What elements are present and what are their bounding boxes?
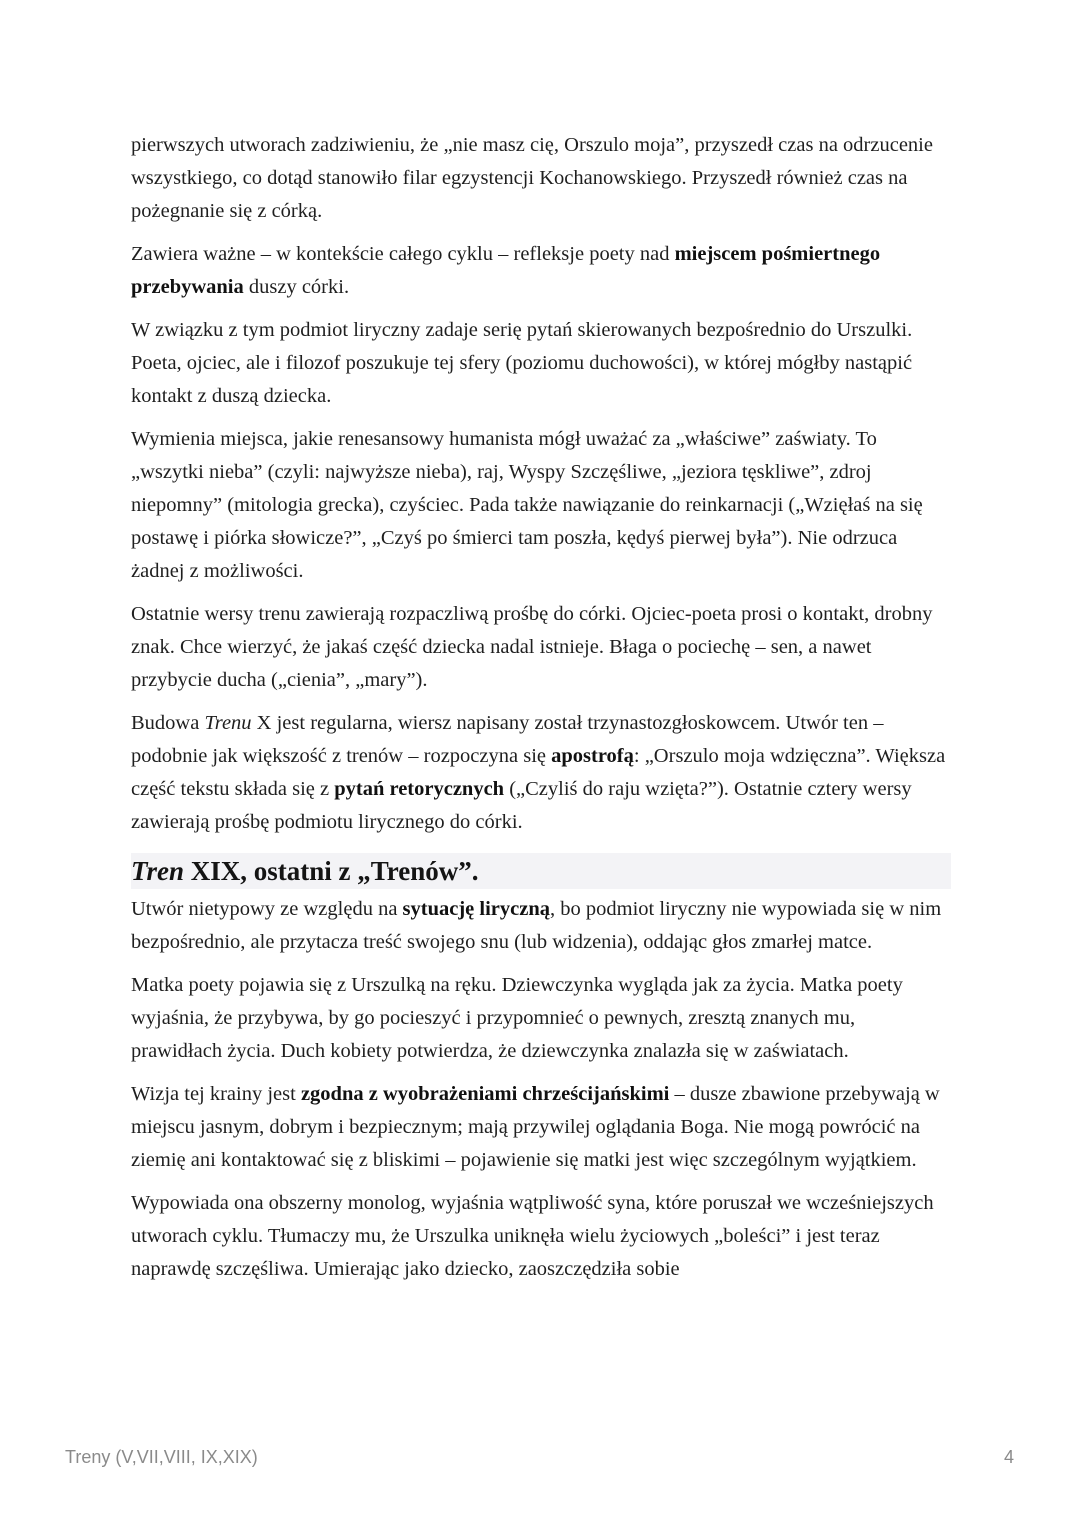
heading-italic: Tren (131, 856, 184, 886)
document-body (131, 129, 951, 1296)
text-run: Matka poety pojawia się z Urszulką na ręku. Dziewczynka wygląda jak za życia. Matka poety wyjaśnia, że przybywa, by go pocieszyć i przypomnieć o pewnych, zresztą znanych mu, prawidłach życia. Duch kobiety potwierdza, że dziewczynka znalazła się w zaświatach. (131, 974, 903, 1062)
text-run: X jest regularna, wiersz napisany został trzynastozgłoskowcem. Utwór ten – podobnie jak większość z trenów – rozpoczyna się (131, 712, 884, 767)
paragraph (131, 893, 951, 959)
text-run: , bo podmiot liryczny nie wypowiada się w nim bezpośrednio, ale przytacza treść swojego snu (lub widzenia), oddając głos zmarłej matce. (131, 898, 942, 953)
section-heading (131, 853, 951, 889)
paragraph (131, 1078, 951, 1177)
paragraph (131, 129, 951, 228)
paragraphs-bottom (131, 893, 951, 1286)
text-run: Wypowiada ona obszerny monolog, wyjaśnia wątpliwość syna, które poruszał we wcześniejszych utworach cyklu. Tłumaczy mu, że Urszulka uniknęła wielu życiowych „boleści” i jest teraz naprawdę szczęśliwa. Umierając jako dziecko, zaoszczędziła sobie (131, 1192, 934, 1280)
heading-text: XIX, ostatni z „Trenów”. (184, 856, 479, 886)
paragraphs-top (131, 129, 951, 839)
bold-text: apostrofą (551, 745, 634, 767)
text-run: W związku z tym podmiot liryczny zadaje serię pytań skierowanych bezpośrednio do Urszulki. Poeta, ojciec, ale i filozof poszukuje tej sfery (poziomu duchowości), w której mógłby nastąpić kontakt z duszą dziecka. (131, 319, 913, 407)
footer-title: Treny (V,VII,VIII, IX,XIX) (65, 1447, 258, 1467)
text-run: Utwór nietypowy ze względu na (131, 898, 403, 920)
bold-text: pytań retorycznych (334, 778, 505, 800)
text-run: duszy córki. (243, 276, 350, 298)
text-run: : „Orszulo moja wdzięczna”. Większa część tekstu składa się z (131, 745, 946, 800)
text-run: Budowa (131, 712, 205, 734)
text-run: – dusze zbawione przebywają w miejscu jasnym, dobrym i bezpiecznym; mają przywilej oglądania Boga. Nie mogą powrócić na ziemię ani kontaktować się z bliskimi – pojawienie się matki jest więc szczególnym wyjątkiem. (131, 1083, 940, 1171)
paragraph (131, 598, 951, 697)
text-run: Wymienia miejsca, jakie renesansowy humanista mógł uważać za „właściwe” zaświaty. To „wszytki nieba” (czyli: najwyższe nieba), raj, Wyspy Szczęśliwe, „jeziora tęskliwe”, zdroj niepomny” (mitologia grecka), czyściec. Pada także nawiązanie do reinkarnacji („Wzięłaś na się postawę i piórka słowicze?”, „Czyś po śmierci tam poszła, kędyś pierwej była”). Nie odrzuca żadnej z możliwości. (131, 428, 923, 582)
italic-text: Trenu (204, 712, 252, 734)
paragraph (131, 423, 951, 588)
page-number: 4 (1003, 1447, 1014, 1467)
text-run: Zawiera ważne – w kontekście całego cyklu – refleksje poety nad (131, 243, 675, 265)
paragraph (131, 1187, 951, 1286)
bold-text: zgodna z wyobrażeniami chrześcijańskimi (300, 1083, 670, 1105)
bold-text: sytuację liryczną (402, 898, 550, 920)
text-run: pierwszych utworach zadziwieniu, że „nie masz cię, Orszulo moja”, przyszedł czas na odrzucenie wszystkiego, co dotąd stanowiło filar egzystencji Kochanowskiego. Przyszedł również czas na pożegnanie się z córką. (131, 134, 933, 222)
bold-text: miejscem pośmiertnego przebywania (131, 243, 881, 298)
paragraph (131, 707, 951, 839)
paragraph (131, 314, 951, 413)
paragraph (131, 969, 951, 1068)
text-run: Wizja tej krainy jest (131, 1083, 301, 1105)
text-run: („Czyliś do raju wzięta?”). Ostatnie cztery wersy zawierają prośbę podmiotu lirycznego do córki. (131, 778, 912, 833)
text-run: Ostatnie wersy trenu zawierają rozpaczliwą prośbę do córki. Ojciec-poeta prosi o kontakt, drobny znak. Chce wierzyć, że jakaś część dziecka nadal istnieje. Błaga o pociechę – sen, a nawet przybycie ducha („cienia”, „mary”). (131, 603, 933, 691)
paragraph (131, 238, 951, 304)
